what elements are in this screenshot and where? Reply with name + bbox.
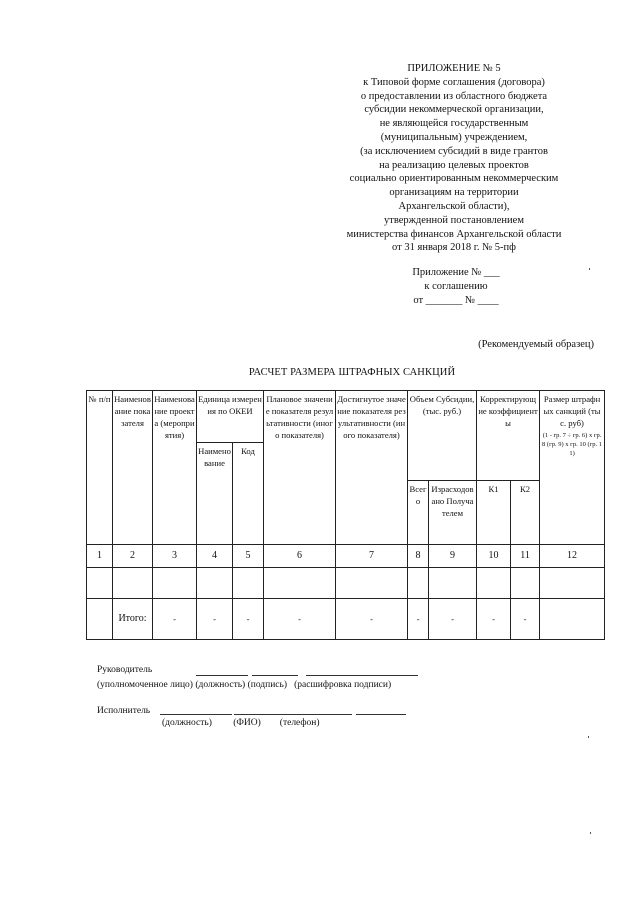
annex-line: на реализацию целевых проектов (379, 159, 529, 171)
penalty-calculation-table (86, 390, 605, 640)
table-cell (336, 568, 408, 599)
annex-line: социально ориентированным некоммерческим (349, 173, 559, 185)
agreement-reference (380, 266, 532, 307)
scan-speck (590, 832, 591, 834)
executor-position-line (160, 714, 232, 715)
annex-line: к Типовой форме соглашения (договора) (363, 76, 545, 88)
table-cell (87, 568, 113, 599)
column-number: 4 (197, 545, 233, 568)
table-cell (87, 599, 113, 640)
annex-line: (муниципальным) учреждением, (380, 131, 528, 143)
annex-line: утвержденной постановлением (384, 214, 524, 226)
column-number-row (87, 545, 605, 568)
total-dash: - (511, 599, 540, 640)
header-col-5: Код (233, 443, 264, 545)
header-col-2: Наименование показателя (113, 391, 153, 545)
annex-header (330, 62, 578, 255)
annex-line: (за исключением субсидий в виде грантов (360, 145, 548, 157)
annex-line: ПРИЛОЖЕНИЕ № 5 (407, 63, 501, 74)
total-label: Итого: (113, 599, 153, 640)
column-number: 5 (233, 545, 264, 568)
total-dash: - (477, 599, 511, 640)
header-col-7: Достигнутое значение показателя результативности (иного показателя) (336, 391, 408, 545)
table-cell (429, 568, 477, 599)
header-col-10: К1 (477, 481, 511, 545)
scan-speck (588, 736, 589, 738)
head-signature-line (252, 675, 298, 676)
header-col-6: Плановое значение показателя результативности (иного показателя) (264, 391, 336, 545)
column-number: 6 (264, 545, 336, 568)
table-cell (540, 568, 605, 599)
total-row (87, 599, 605, 640)
total-dash: - (264, 599, 336, 640)
table-cell (511, 568, 540, 599)
header-col-8: Всего (408, 481, 429, 545)
total-dash: - (429, 599, 477, 640)
head-position-line (196, 675, 248, 676)
executor-name-line (234, 714, 352, 715)
head-name-line (306, 675, 418, 676)
annex-line: от 31 января 2018 г. № 5-пф (392, 242, 516, 254)
header-col-4: Наименование (197, 443, 233, 545)
column-number: 7 (336, 545, 408, 568)
column-number: 11 (511, 545, 540, 568)
scan-speck (589, 268, 590, 270)
total-dash: - (336, 599, 408, 640)
head-label: Руководитель (97, 665, 153, 675)
table-cell (197, 568, 233, 599)
header-col-12 (540, 391, 605, 545)
column-number: 1 (87, 545, 113, 568)
table-cell (233, 568, 264, 599)
total-dash: - (408, 599, 429, 640)
annex-line: субсидии некоммерческой организации, (364, 104, 544, 116)
table-cell (540, 599, 605, 640)
document-title: РАСЧЕТ РАЗМЕРА ШТРАФНЫХ САНКЦИЙ (248, 367, 456, 378)
header-coefficients-group: Корректирующие коэффициенты (477, 391, 540, 481)
table-cell (408, 568, 429, 599)
annex-line: о предоставлении из областного бюджета (360, 90, 548, 102)
annex-line: министерства финансов Архангельской области (346, 228, 562, 240)
annex-line: не являющейся государственным (379, 118, 529, 130)
column-number: 10 (477, 545, 511, 568)
column-number: 3 (153, 545, 197, 568)
header-col-1: № п/п (87, 391, 113, 545)
executor-label: Исполнитель (97, 706, 151, 716)
header-col-12-label: Размер штрафных санкций (тыс. руб) (543, 394, 601, 428)
column-number: 9 (429, 545, 477, 568)
total-dash: - (233, 599, 264, 640)
table-row (87, 568, 605, 599)
executor-phone-line (356, 714, 406, 715)
executor-caption: (должность) (ФИО) (телефон) (162, 718, 320, 728)
header-col-3: Наименование проекта (мероприятия) (153, 391, 197, 545)
header-col-11: К2 (511, 481, 540, 545)
annex-line: организациям на территории (389, 187, 519, 199)
annex-line: Архангельской области), (398, 200, 510, 212)
header-col-12-formula: (1 - гр. 7 ÷ гр. 6) х гр. 8 (гр. 9) х гр. 10 (гр. 11) (542, 432, 603, 457)
table-cell (113, 568, 153, 599)
column-number: 8 (408, 545, 429, 568)
agreement-line: от _______ № ____ (413, 294, 499, 306)
total-dash: - (197, 599, 233, 640)
column-number: 12 (540, 545, 605, 568)
head-caption: (уполномоченное лицо) (должность) (подпись) (расшифровка подписи) (97, 680, 392, 690)
table-cell (264, 568, 336, 599)
table-cell (477, 568, 511, 599)
agreement-line: Приложение № ___ (412, 267, 500, 278)
agreement-line: к соглашению (424, 280, 488, 292)
header-okei-group: Единица измерения по ОКЕИ (197, 391, 264, 443)
header-subsidy-group: Объем Субсидии, (тыс. руб.) (408, 391, 477, 481)
header-col-9: Израсходовано Получателем (429, 481, 477, 545)
sample-label: (Рекомендуемый образец) (478, 339, 594, 350)
total-dash: - (153, 599, 197, 640)
column-number: 2 (113, 545, 153, 568)
table-cell (153, 568, 197, 599)
